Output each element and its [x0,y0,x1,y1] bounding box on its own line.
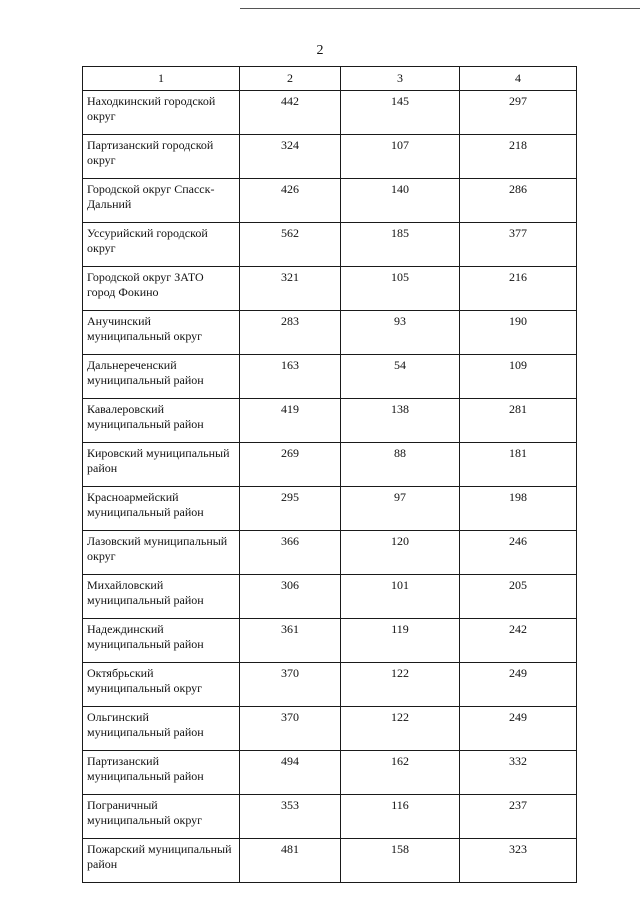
table-row [83,707,577,751]
value-cell: 321 [240,267,341,311]
municipality-name-cell: Анучинский муниципальный округ [83,311,240,355]
municipality-name-cell: Ольгинский муниципальный район [83,707,240,751]
value-cell: 366 [240,531,341,575]
table-row [83,487,577,531]
municipality-name-cell: Городской округ Спасск-Дальний [83,179,240,223]
value-cell: 205 [460,575,577,619]
value-cell: 249 [460,663,577,707]
table-row [83,619,577,663]
value-cell: 216 [460,267,577,311]
value-cell: 377 [460,223,577,267]
header-row [83,67,577,91]
value-cell: 242 [460,619,577,663]
municipality-name-cell: Партизанский городской округ [83,135,240,179]
municipality-name-cell: Лазовский муниципальный округ [83,531,240,575]
value-cell: 361 [240,619,341,663]
value-cell: 237 [460,795,577,839]
table-row [83,751,577,795]
value-cell: 120 [341,531,460,575]
table-row [83,399,577,443]
table-row [83,91,577,135]
value-cell: 281 [460,399,577,443]
value-cell: 370 [240,707,341,751]
municipality-name-cell: Михайловский муниципальный район [83,575,240,619]
value-cell: 249 [460,707,577,751]
value-cell: 88 [341,443,460,487]
value-cell: 162 [341,751,460,795]
table-row [83,575,577,619]
table-row [83,795,577,839]
value-cell: 107 [341,135,460,179]
value-cell: 163 [240,355,341,399]
value-cell: 116 [341,795,460,839]
value-cell: 93 [341,311,460,355]
municipality-name-cell: Партизанский муниципальный район [83,751,240,795]
value-cell: 283 [240,311,341,355]
value-cell: 324 [240,135,341,179]
value-cell: 494 [240,751,341,795]
value-cell: 181 [460,443,577,487]
value-cell: 306 [240,575,341,619]
value-cell: 562 [240,223,341,267]
value-cell: 140 [341,179,460,223]
table-row [83,443,577,487]
table-row [83,839,577,883]
value-cell: 370 [240,663,341,707]
data-table [82,66,577,883]
municipality-name-cell: Пожарский муниципальный район [83,839,240,883]
value-cell: 109 [460,355,577,399]
table-row [83,311,577,355]
page-number: 2 [316,43,324,58]
header-cell: 2 [240,67,341,91]
value-cell: 295 [240,487,341,531]
table-row [83,135,577,179]
table-header [83,67,577,91]
municipality-name-cell: Уссурийский городской округ [83,223,240,267]
value-cell: 481 [240,839,341,883]
header-cell: 4 [460,67,577,91]
value-cell: 145 [341,91,460,135]
table-row [83,267,577,311]
municipality-name-cell: Кавалеровский муниципальный район [83,399,240,443]
header-cell: 3 [341,67,460,91]
municipality-name-cell: Октябрьский муниципальный округ [83,663,240,707]
table-body [83,91,577,883]
municipality-name-cell: Находкинский городской округ [83,91,240,135]
value-cell: 122 [341,707,460,751]
value-cell: 158 [341,839,460,883]
value-cell: 269 [240,443,341,487]
municipality-name-cell: Красноармейский муниципальный район [83,487,240,531]
value-cell: 323 [460,839,577,883]
value-cell: 97 [341,487,460,531]
value-cell: 185 [341,223,460,267]
value-cell: 105 [341,267,460,311]
value-cell: 442 [240,91,341,135]
table-row [83,179,577,223]
value-cell: 419 [240,399,341,443]
municipality-name-cell: Кировский муниципальный район [83,443,240,487]
value-cell: 138 [341,399,460,443]
table-row [83,223,577,267]
value-cell: 54 [341,355,460,399]
table-row [83,663,577,707]
value-cell: 246 [460,531,577,575]
value-cell: 119 [341,619,460,663]
municipality-name-cell: Городской округ ЗАТО город Фокино [83,267,240,311]
value-cell: 426 [240,179,341,223]
municipality-name-cell: Пограничный муниципальный округ [83,795,240,839]
table-row [83,355,577,399]
municipality-name-cell: Надеждинский муниципальный район [83,619,240,663]
value-cell: 218 [460,135,577,179]
value-cell: 297 [460,91,577,135]
value-cell: 122 [341,663,460,707]
table-row [83,531,577,575]
value-cell: 190 [460,311,577,355]
header-cell: 1 [83,67,240,91]
municipality-name-cell: Дальнереченский муниципальный район [83,355,240,399]
value-cell: 101 [341,575,460,619]
value-cell: 332 [460,751,577,795]
value-cell: 286 [460,179,577,223]
top-rule [240,8,640,9]
value-cell: 353 [240,795,341,839]
value-cell: 198 [460,487,577,531]
